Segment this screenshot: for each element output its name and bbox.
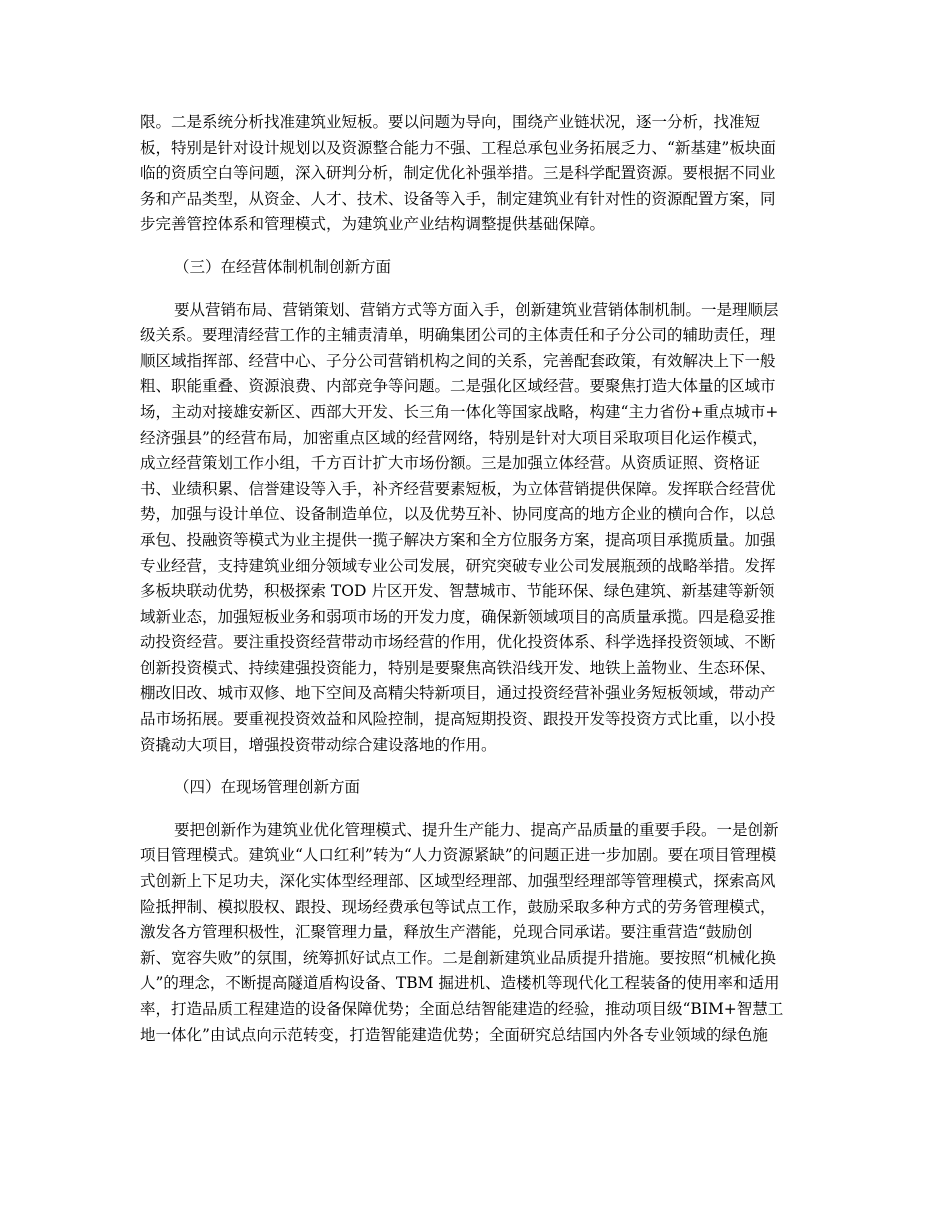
paragraph-line: 成立经营策划工作小组，千方百计扩大市场份额。三是加强立体经营。从资质证照、资格证 — [140, 454, 761, 473]
paragraph-line: 棚改旧改、城市双修、地下空间及高精尖特新项目，通过投资经营补强业务短板领域，带动产 — [140, 684, 776, 703]
paragraph-line: 新、宽容失败”的氛围，统筹抓好试点工作。二是創新建筑业品质提升措施。要按照“机械化换 — [140, 948, 776, 967]
document-body — [140, 110, 810, 1048]
paragraph-line: 专业经营，支持建筑业细分领域专业公司发展，研究突破专业公司发展瓶颈的战略举措。发挥 — [140, 556, 776, 575]
paragraph-line: 品市场拓展。要重视投资效益和风险控制，提高短期投资、跟投开发等投资方式比重，以小投 — [140, 710, 776, 729]
paragraph-line: 限。二是系统分析找准建筑业短板。要以问题为导向，围绕产业链状况，逐一分析，找准短 — [140, 113, 761, 131]
paragraph-line: 经济强县”的经营布局，加密重点区域的经营网络，特别是针对大项目采取项目化运作模式， — [140, 428, 768, 447]
paragraph-line: 承包、投融资等模式为业主提供一揽子解决方案和全方位服务方案，提高项目承揽质量。加强 — [140, 530, 776, 549]
paragraph-line: 要把创新作为建筑业优化管理模式、提升生产能力、提高产品质量的重要手段。一是创新 — [174, 820, 779, 839]
paragraph-line: 险抵押制、模拟股权、跟投、现场经费承包等试点工作，鼓励采取多种方式的劳务管理模式， — [140, 897, 776, 916]
paragraph-1 — [140, 110, 810, 238]
section-heading-3: （三）在经营体制机制创新方面 — [174, 257, 392, 276]
paragraph-line: 项目管理模式。建筑业“人口红利”转为“人力资源紧缺”的问题正进一步加剧。要在项目管理模 — [140, 846, 777, 865]
paragraph-spacer — [140, 801, 810, 818]
paragraph-line: 动投资经营。要注重投资经营带动市场经营的作用，优化投资体系、科学选择投资领域、不断 — [140, 633, 776, 652]
paragraph-spacer — [140, 238, 810, 255]
paragraph-line: 级关系。要理清经营工作的主辅责清单，明确集团公司的主体责任和子分公司的辅助责任，理 — [140, 326, 776, 345]
paragraph-line: 顺区域指挥部、经营中心、子分公司营销机构之间的关系，完善配套政策，有效解决上下一般 — [140, 351, 776, 370]
paragraph-line: 临的资质空白等问题，深入研判分析，制定优化补强举措。三是科学配置资源。要根据不同业 — [140, 164, 776, 183]
paragraph-line: 板，特别是针对设计规划以及资源整合能力不强、工程总承包业务拓展乏力、“新基建”板块面 — [140, 138, 776, 157]
paragraph-2 — [140, 298, 810, 759]
paragraph-line: 式创新上下足功夫，深化实体型经理部、区域型经理部、加强型经理部等管理模式，探索高风 — [140, 872, 776, 891]
paragraph-line: 多板块联动优势，积极探索 TOD 片区开发、智慧城市、节能环保、绿色建筑、新基建等新领 — [140, 582, 775, 601]
paragraph-line: 步完善管控体系和管理模式，为建筑业产业结构调整提供基础保障。 — [140, 215, 606, 234]
paragraph-spacer — [140, 281, 810, 298]
paragraph-line: 地一体化”由试点向示范转变，打造智能建造优势；全面研究总结国内外各专业领域的绿色施 — [140, 1025, 768, 1044]
paragraph-line: 域新业态，加强短板业务和弱项市场的开发力度，确保新领域项目的高质量承揽。四是稳妥推 — [140, 607, 776, 626]
paragraph-line: 势，加强与设计单位、设备制造单位，以及优势互补、协同度高的地方企业的横向合作，以总 — [140, 505, 776, 524]
paragraph-line: 人”的理念，不断提高隧道盾构设备、TBM 掘进机、造楼机等现代化工程装备的使用率和适用 — [140, 974, 780, 993]
section-heading-4: （四）在现场管理创新方面 — [174, 778, 361, 797]
paragraph-line: 粗、职能重叠、资源浪费、内部竞争等问题。二是强化区域经营。要聚焦打造大体量的区域市 — [140, 377, 776, 396]
paragraph-line: 要从营销布局、营销策划、营销方式等方面入手，创新建筑业营销体制机制。一是理顺层 — [174, 300, 779, 319]
paragraph-line: 务和产品类型，从资金、人才、技术、设备等入手，制定建筑业有针对性的资源配置方案，同 — [140, 189, 776, 208]
paragraph-line: 书、业绩积累、信誉建设等入手，补齐经营要素短板，为立体营销提供保障。发挥联合经营优 — [140, 479, 776, 498]
paragraph-line: 场，主动对接雄安新区、西部大开发、长三角一体化等国家战略，构建“主力省份+重点城市+ — [140, 402, 779, 421]
paragraph-spacer — [140, 758, 810, 775]
paragraph-line: 资撬动大项目，增强投资带动综合建设落地的作用。 — [140, 735, 497, 754]
paragraph-line: 激发各方管理积极性，汇聚管理力量，释放生产潜能，兑现合同承诺。要注重营造“鼓励创 — [140, 923, 753, 942]
paragraph-3 — [140, 818, 810, 1048]
paragraph-line: 创新投资模式、持续建强投资能力，特别是要聚焦高铁沿线开发、地铁上盖物业、生态环保、 — [140, 658, 776, 677]
paragraph-line: 率，打造品质工程建造的设备保障优势；全面总结智能建造的经验，推动项目级“BIM+智慧工 — [140, 1000, 784, 1018]
